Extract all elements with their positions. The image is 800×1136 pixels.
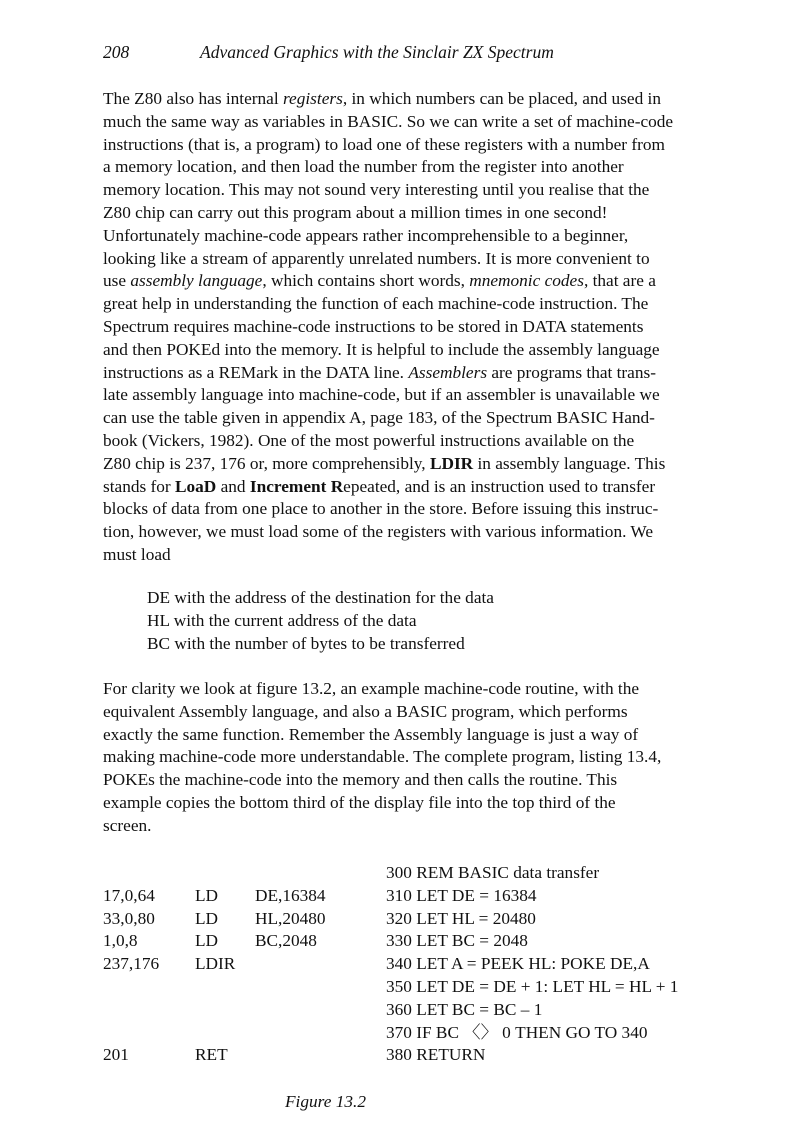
machine-code: 201 xyxy=(103,1045,129,1065)
text-span: great help in understanding the function of each machine-code instruction. The xyxy=(103,294,649,314)
text-line: For clarity we look at figure 13.2, an example machine-code routine, with the xyxy=(103,679,640,698)
machine-code: 17,0,64 xyxy=(103,885,155,905)
text-span: Z80 chip can carry out this program about a million times in one second! xyxy=(103,202,608,222)
text-line xyxy=(103,88,743,111)
basic-line: 370 IF BC 〈〉 0 THEN GO TO 340 xyxy=(386,1022,648,1042)
emphasis-text: Assemblers xyxy=(408,362,488,382)
text-line xyxy=(103,202,743,225)
basic-line: 320 LET HL = 20480 xyxy=(386,908,536,928)
basic-line: 360 LET BC = BC – 1 xyxy=(386,999,543,1019)
text-line xyxy=(103,225,743,248)
text-span: and xyxy=(216,476,250,496)
operand: DE,16384 xyxy=(255,885,326,905)
text-span: , in which numbers can be placed, and used in xyxy=(342,89,661,108)
basic-line: 310 LET DE = 16384 xyxy=(386,885,537,905)
text-line: POKEs the machine-code into the memory and then calls the routine. This xyxy=(103,770,618,790)
text-line xyxy=(103,111,743,134)
text-span: late assembly language into machine-code, but if an assembler is unavailable we xyxy=(103,385,660,405)
bold-text: R xyxy=(330,476,344,496)
bold-text: Increment xyxy=(249,476,327,496)
text-span: blocks of data from one place to another in the store. Before issuing this instruc- xyxy=(103,499,659,519)
text-line xyxy=(103,453,743,476)
text-span: use xyxy=(103,271,131,291)
mnemonic: LD xyxy=(195,908,219,928)
text-line: screen. xyxy=(103,815,152,835)
figure-caption: Figure 13.2 xyxy=(285,1092,366,1111)
text-line xyxy=(103,384,743,407)
mnemonic: RET xyxy=(195,1045,228,1065)
text-span: Unfortunately machine-code appears rather incomprehensible to a beginner, xyxy=(103,225,629,245)
text-span: The Z80 also has internal xyxy=(103,89,283,108)
text-line xyxy=(103,134,743,157)
text-span: book (Vickers, 1982). One of the most powerful instructions available on the xyxy=(103,430,635,450)
text-span: must load xyxy=(103,544,171,564)
text-span: instructions as a REMark in the DATA line. xyxy=(103,362,409,382)
text-line: example copies the bottom third of the display file into the top third of the xyxy=(103,792,616,812)
text-span: can use the table given in appendix A, page 183, of the Spectrum BASIC Hand- xyxy=(103,408,655,428)
text-span: instructions (that is, a program) to load one of these registers with a number from xyxy=(103,134,665,154)
machine-code: 1,0,8 xyxy=(103,931,138,951)
emphasis-text: registers xyxy=(282,89,343,108)
basic-line: 340 LET A = PEEK HL: POKE DE,A xyxy=(386,954,650,974)
machine-code: 237,176 xyxy=(103,954,160,974)
text-span: memory location. This may not sound very interesting until you realise that the xyxy=(103,180,650,200)
text-span: epeated, and is an instruction used to transfer xyxy=(343,476,656,496)
mnemonic: LD xyxy=(195,885,219,905)
bold-text: LoaD xyxy=(175,476,217,496)
text-span: a memory location, and then load the number from the register into another xyxy=(103,157,624,177)
text-span: much the same way as variables in BASIC. So we can write a set of machine-code xyxy=(103,111,674,131)
text-span: are programs that trans- xyxy=(487,362,656,382)
mnemonic: LD xyxy=(195,931,219,951)
page-number: 208 xyxy=(103,42,130,62)
text-span: , that are a xyxy=(583,271,656,291)
text-line xyxy=(103,316,743,339)
mnemonic: LDIR xyxy=(195,954,236,974)
text-line xyxy=(103,248,743,271)
register-list-item-de: DE with the address of the destination for the data xyxy=(147,588,494,607)
register-list-item-bc: BC with the number of bytes to be transferred xyxy=(147,633,465,653)
emphasis-text: mnemonic codes xyxy=(469,271,584,291)
text-line: equivalent Assembly language, and also a BASIC program, which performs xyxy=(103,701,628,721)
basic-line: 350 LET DE = DE + 1: LET HL = HL + 1 xyxy=(386,976,679,996)
text-span: tion, however, we must load some of the registers with various information. We xyxy=(103,522,654,542)
book-title: Advanced Graphics with the Sinclair ZX Spectrum xyxy=(200,42,554,62)
text-span: and then POKEd into the memory. It is helpful to include the assembly language xyxy=(103,339,660,359)
text-line xyxy=(103,179,743,202)
emphasis-text: assembly language xyxy=(130,271,263,291)
paragraph-registers-intro xyxy=(103,88,743,567)
text-line xyxy=(103,544,743,567)
text-line xyxy=(103,156,743,179)
text-span: Z80 chip is 237, 176 or, more comprehensibly, xyxy=(103,453,430,473)
text-line: exactly the same function. Remember the Assembly language is just a way of xyxy=(103,724,639,744)
text-span: , which contains short words, xyxy=(262,271,470,291)
register-list-item-hl: HL with the current address of the data xyxy=(147,610,417,630)
text-line xyxy=(103,521,743,544)
text-span: looking like a stream of apparently unrelated numbers. It is more convenient to xyxy=(103,248,650,268)
text-line: making machine-code more understandable. The complete program, listing 13.4, xyxy=(103,747,662,767)
text-line xyxy=(103,476,743,499)
register-list xyxy=(147,587,494,655)
basic-line: 300 REM BASIC data transfer xyxy=(386,863,600,882)
text-line xyxy=(103,407,743,430)
text-line xyxy=(103,339,743,362)
text-span: Spectrum requires machine-code instructions to be stored in DATA statements xyxy=(103,316,644,336)
text-line xyxy=(103,498,743,521)
basic-line: 330 LET BC = 2048 xyxy=(386,931,528,951)
operand: BC,2048 xyxy=(255,931,317,951)
text-line xyxy=(103,362,743,385)
basic-line: 380 RETURN xyxy=(386,1045,486,1065)
text-line xyxy=(103,270,743,293)
bold-text: LDIR xyxy=(429,453,474,473)
text-line xyxy=(103,430,743,453)
text-line xyxy=(103,293,743,316)
operand: HL,20480 xyxy=(255,908,326,928)
text-span: in assembly language. This xyxy=(473,453,666,473)
machine-code: 33,0,80 xyxy=(103,908,155,928)
text-span: stands for xyxy=(103,476,175,496)
paragraph-figure-intro xyxy=(103,678,661,838)
